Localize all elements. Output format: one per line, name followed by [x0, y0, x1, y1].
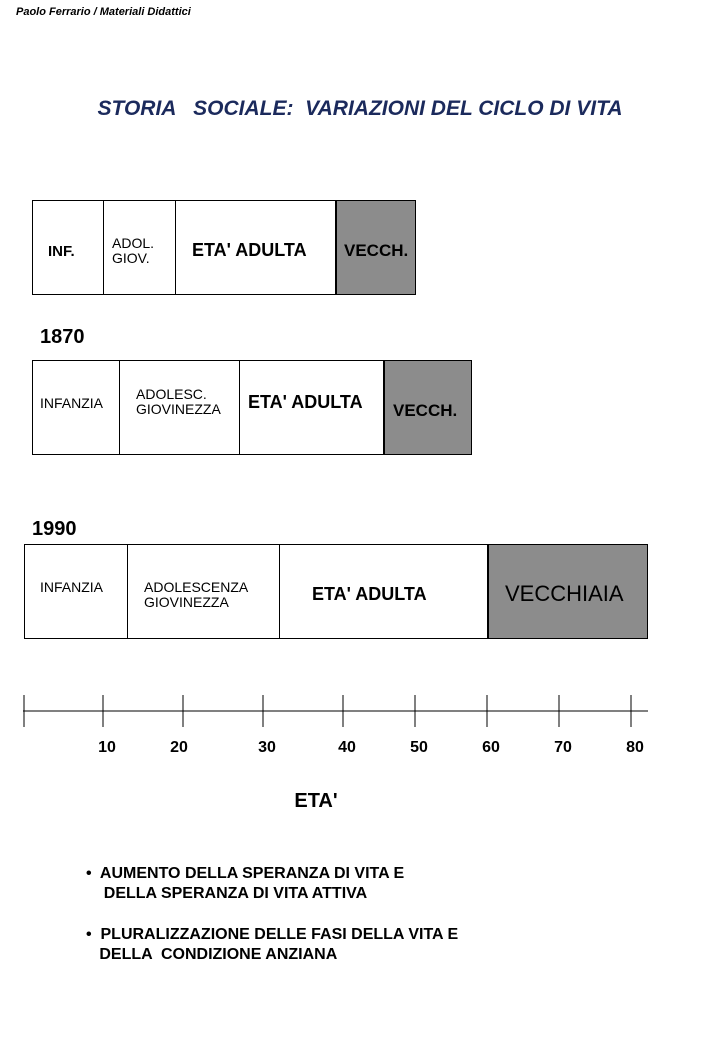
axis-tick-label: 20 — [170, 739, 188, 756]
phase-old-age — [336, 200, 416, 295]
age-axis — [0, 690, 720, 770]
note-item: • AUMENTO DELLA SPERANZA DI VITA E DELLA SPERANZA DI VITA ATTIVA — [86, 865, 405, 902]
phase-youth — [128, 544, 280, 639]
phase-label: ETA' ADULTA — [248, 392, 363, 412]
phase-label: VECCH. — [393, 401, 458, 420]
phase-old-age — [384, 360, 472, 455]
phase-label: VECCHIAIA — [505, 581, 624, 606]
phase-label: INFANZIA — [40, 579, 104, 595]
axis-tick-label: 30 — [258, 739, 276, 756]
axis-tick-label: 50 — [410, 739, 428, 756]
axis-tick-label: 40 — [338, 739, 356, 756]
axis-tick-label: 70 — [554, 739, 572, 756]
phase-youth — [120, 360, 240, 455]
phase-label: INF. — [48, 243, 75, 260]
life-cycle-bar-earliest — [32, 200, 416, 295]
phase-infancy — [32, 360, 120, 455]
axis-tick-label: 80 — [626, 739, 644, 756]
phase-adulthood — [280, 544, 488, 639]
phase-label: ADOL. GIOV. — [112, 235, 155, 267]
phase-label: ETA' ADULTA — [192, 240, 307, 260]
phase-infancy — [32, 200, 104, 295]
axis-title: ETA' — [294, 790, 338, 812]
phase-old-age — [488, 544, 648, 639]
author-credit: Paolo Ferrario / Materiali Didattici — [16, 6, 191, 18]
year-label-1990: 1990 — [32, 518, 77, 540]
life-cycle-bar-1990 — [24, 544, 648, 639]
phase-adulthood — [176, 200, 336, 295]
phase-label: ETA' ADULTA — [312, 584, 427, 604]
page-title: STORIA SOCIALE: VARIAZIONI DEL CICLO DI VITA — [97, 97, 623, 120]
note-item: • PLURALIZZAZIONE DELLE FASI DELLA VITA E DELLA CONDIZIONE ANZIANA — [86, 926, 459, 963]
year-label-1870: 1870 — [40, 326, 85, 348]
phase-label: ADOLESC. GIOVINEZZA — [136, 386, 221, 418]
axis-tick-label: 10 — [98, 739, 116, 756]
phase-label: VECCH. — [344, 241, 409, 260]
life-cycle-bar-1870 — [32, 360, 472, 455]
axis-tick-label: 60 — [482, 739, 500, 756]
phase-youth — [104, 200, 176, 295]
phase-adulthood — [240, 360, 384, 455]
phase-infancy — [24, 544, 128, 639]
phase-label: INFANZIA — [40, 395, 104, 411]
phase-label: ADOLESCENZA GIOVINEZZA — [144, 579, 249, 611]
